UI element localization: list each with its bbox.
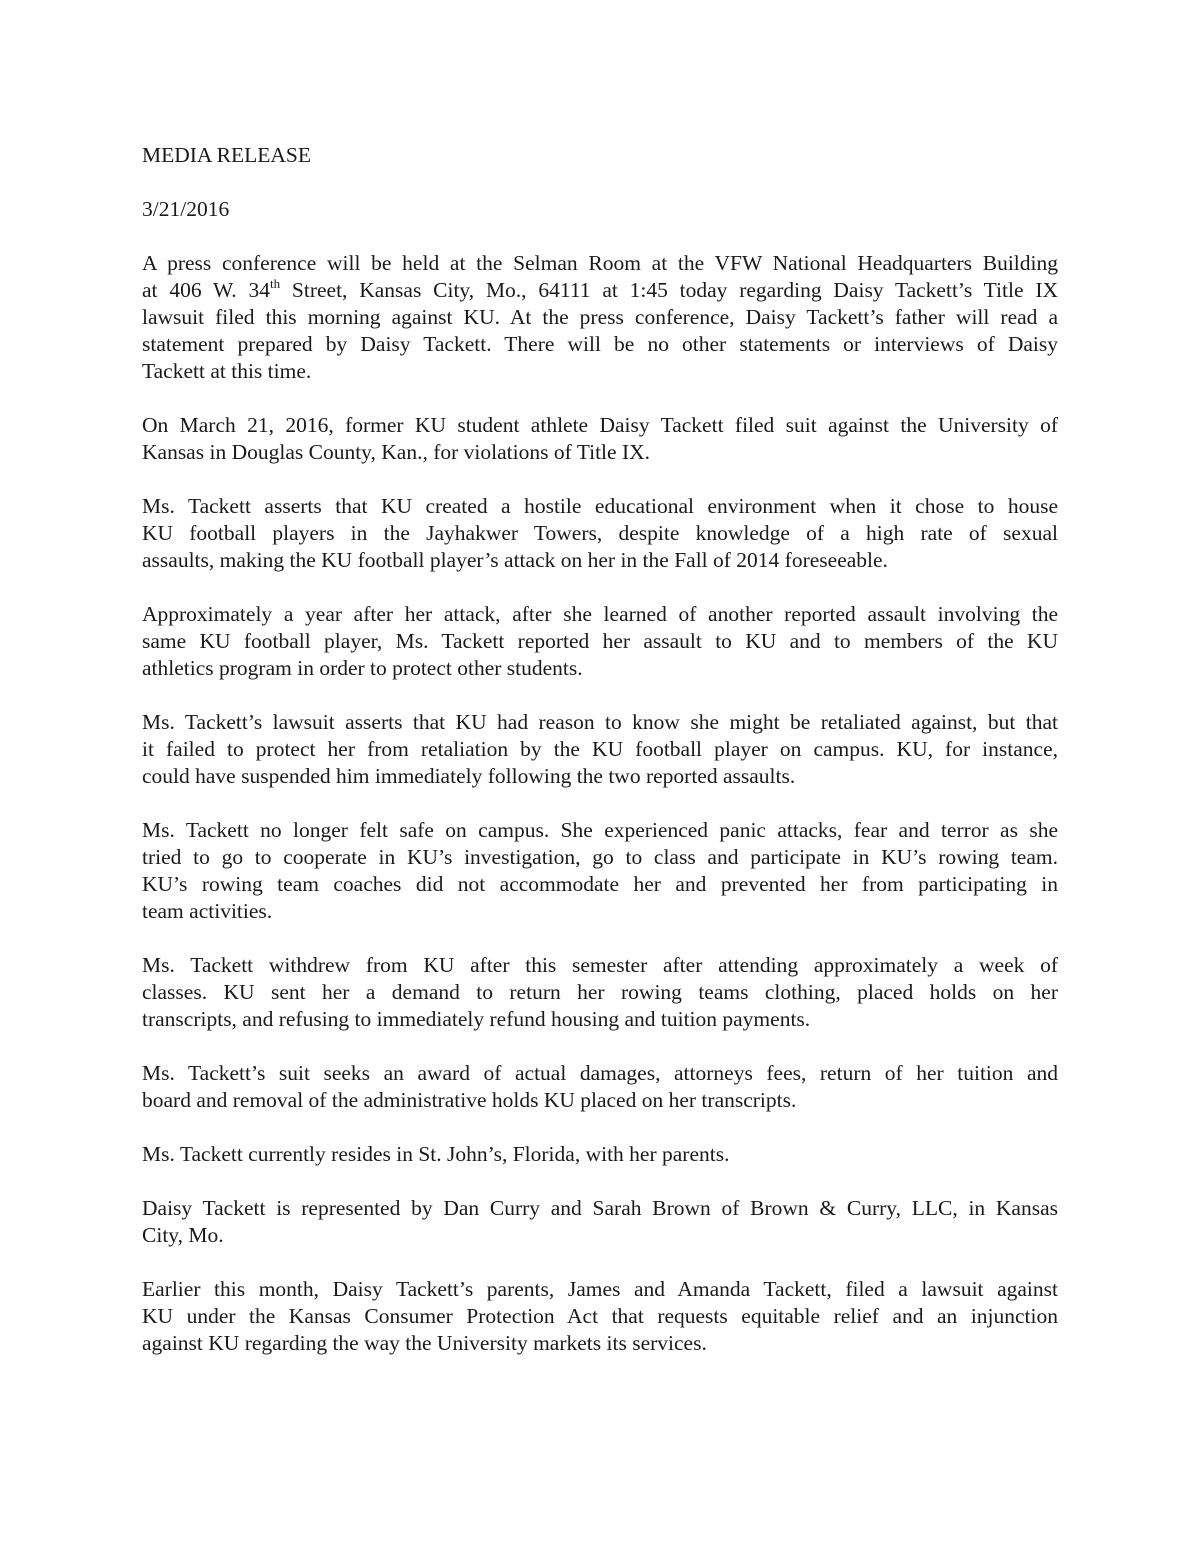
- text-line: same KU football player, Ms. Tackett reported her assault to KU and to members of the KU: [142, 629, 1058, 653]
- paragraph: [142, 817, 1058, 925]
- text-line: board and removal of the administrative holds KU placed on her transcripts.: [142, 1088, 797, 1112]
- paragraph: [142, 601, 1058, 682]
- text-line: tried to go to cooperate in KU’s investigation, go to class and participate in KU’s rowing team.: [142, 845, 1058, 869]
- superscript: th: [269, 276, 281, 291]
- title-text: MEDIA RELEASE: [142, 143, 312, 167]
- text-line: Ms. Tackett’s suit seeks an award of actual damages, attorneys fees, return of her tuition and: [142, 1061, 1058, 1085]
- paragraph: [142, 493, 1058, 574]
- text-line: it failed to protect her from retaliation by the KU football player on campus. KU, for instance,: [142, 737, 1058, 761]
- text-line: transcripts, and refusing to immediately refund housing and tuition payments.: [142, 1007, 811, 1031]
- paragraph: [142, 709, 1058, 790]
- text-line: classes. KU sent her a demand to return her rowing teams clothing, placed holds on her: [142, 980, 1058, 1004]
- text-line: Ms. Tackett withdrew from KU after this semester after attending approximately a week of: [142, 953, 1058, 977]
- line-part: Street, Kansas City, Mo., 64111 at 1:45 today regarding Daisy Tackett’s Title IX: [280, 278, 1059, 302]
- text-line: Kansas in Douglas County, Kan., for violations of Title IX.: [142, 440, 651, 464]
- text-line: against KU regarding the way the University markets its services.: [142, 1331, 707, 1355]
- text-line: A press conference will be held at the Selman Room at the VFW National Headquarters Building: [142, 251, 1058, 275]
- date-text: 3/21/2016: [142, 197, 230, 221]
- text-line: lawsuit filed this morning against KU. At the press conference, Daisy Tackett’s father will read a: [142, 305, 1058, 329]
- paragraph: [142, 1195, 1058, 1249]
- media-release-document: [142, 142, 1058, 1384]
- text-line: team activities.: [142, 899, 273, 923]
- text-line: City, Mo.: [142, 1223, 224, 1247]
- release-date: [142, 196, 1058, 223]
- text-line: Ms. Tackett asserts that KU created a hostile educational environment when it chose to house: [142, 494, 1058, 518]
- body-paragraphs: [142, 250, 1058, 1357]
- paragraph: [142, 1060, 1058, 1114]
- paragraph: [142, 250, 1058, 385]
- paragraph: [142, 1141, 1058, 1168]
- text-line: assaults, making the KU football player’s attack on her in the Fall of 2014 foreseeable.: [142, 548, 888, 572]
- paragraph: [142, 412, 1058, 466]
- text-line: statement prepared by Daisy Tackett. There will be no other statements or interviews of Daisy: [142, 332, 1058, 356]
- text-line: Ms. Tackett currently resides in St. John’s, Florida, with her parents.: [142, 1142, 730, 1166]
- text-line: could have suspended him immediately following the two reported assaults.: [142, 764, 796, 788]
- line-part: at 406 W. 34: [142, 278, 270, 302]
- text-line: KU under the Kansas Consumer Protection Act that requests equitable relief and an injunction: [142, 1304, 1058, 1328]
- text-line: Approximately a year after her attack, after she learned of another reported assault involving the: [142, 602, 1058, 626]
- text-line: KU’s rowing team coaches did not accommodate her and prevented her from participating in: [142, 872, 1058, 896]
- text-line: [142, 277, 1058, 304]
- text-line: Daisy Tackett is represented by Dan Curry and Sarah Brown of Brown & Curry, LLC, in Kansas: [142, 1196, 1058, 1220]
- paragraph: [142, 952, 1058, 1033]
- paragraph: [142, 1276, 1058, 1357]
- text-line: KU football players in the Jayhakwer Towers, despite knowledge of a high rate of sexual: [142, 521, 1058, 545]
- text-line: Ms. Tackett’s lawsuit asserts that KU had reason to know she might be retaliated against, but that: [142, 710, 1058, 734]
- text-line: On March 21, 2016, former KU student athlete Daisy Tackett filed suit against the University of: [142, 413, 1058, 437]
- text-line: athletics program in order to protect other students.: [142, 656, 583, 680]
- text-line: Ms. Tackett no longer felt safe on campus. She experienced panic attacks, fear and terror as she: [142, 818, 1058, 842]
- document-title: [142, 142, 1058, 169]
- text-line: Earlier this month, Daisy Tackett’s parents, James and Amanda Tackett, filed a lawsuit against: [142, 1277, 1058, 1301]
- text-line: Tackett at this time.: [142, 359, 312, 383]
